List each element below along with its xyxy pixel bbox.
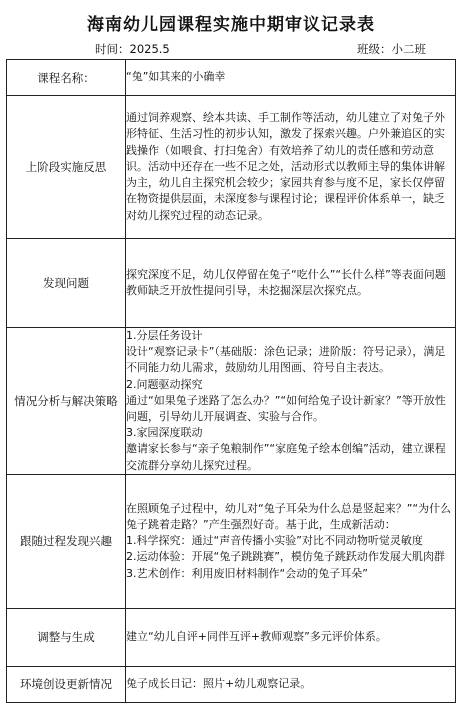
analysis-line: 3.家园深度联动	[126, 426, 203, 440]
course-name-value: “兔”如其来的小确幸	[126, 60, 456, 96]
environment-label: 环境创设更新情况	[7, 666, 126, 702]
reflection-text: 通过饲养观察、绘本共读、手工制作等活动，幼儿建立了对兔子外形特征、生活习性的初步认知，激发了探索兴趣。户外兼追区的实践操作（如喂食、打扫兔舍）有效培养了幼儿的责任感和劳动意识。活动中还存在一些不足之处，活动形式以教师主导的集体讲解为主，幼儿自主探究机会较少；家园共育参与度不足，家长仅停留在物资提供层面，未深度参与课程讨论；课程评价体系单一，缺乏对幼儿探究过程的动态记录。	[126, 111, 445, 222]
document-title: 海南幼儿园课程实施中期审议记录表	[87, 15, 375, 35]
class-field: 班级：小二班	[357, 42, 426, 56]
reflection-label: 上阶段实施反思	[7, 96, 126, 239]
problems-text: 探究深度不足，幼儿仅停留在兔子“吃什么”“长什么样”等表面问题 教师缺乏开放性提问引导，未挖掘深层次探究点。	[126, 239, 456, 328]
row-course-name	[7, 60, 456, 96]
course-name-label: 课程名称：	[7, 60, 126, 96]
environment-text: 兔子成长日记：照片+幼儿观察记录。	[126, 666, 456, 702]
adjust-text: 建立“幼儿自评+同伴互评+教师观察”多元评价体系。	[126, 608, 456, 666]
followup-line: 在照顾兔子过程中，幼儿对“兔子耳朵为什么总是竖起来？”“为什么兔子跳着走路？”产生强烈好奇。基于此，生成新活动：	[126, 501, 452, 532]
row-problems	[7, 239, 456, 328]
row-analysis	[7, 328, 456, 475]
problems-label: 发现问题	[7, 239, 126, 328]
analysis-line: 通过“如果兔子迷路了怎么办？”“如何给兔子设计新家？”等开放性问题，引导幼儿开展调查、实验与合作。	[126, 393, 446, 424]
followup-line: 1.科学探究：通过“声音传播小实验”对比不同动物听觉灵敏度	[126, 534, 423, 548]
followup-line: 3.艺术创作：利用废旧材料制作“会动的兔子耳朵”	[126, 566, 368, 580]
followup-line: 2.运动体验：开展“兔子跳跳赛”，模仿兔子跳跃动作发展大肌肉群	[126, 550, 445, 564]
adjust-label: 调整与生成	[7, 608, 126, 666]
analysis-line: 2.问题驱动探究	[126, 377, 203, 391]
followup-label: 跟随过程发现兴趣	[7, 474, 126, 608]
date-field: 时间：2025.5	[95, 42, 170, 56]
row-followup	[7, 474, 456, 608]
analysis-line: 设计“观察记录卡”（基础版：涂色记录；进阶版：符号记录），满足不同能力幼儿需求，鼓励幼儿用图画、符号自主表达。	[126, 345, 446, 375]
analysis-line: 1.分层任务设计	[126, 329, 203, 342]
row-reflection	[7, 96, 456, 239]
analysis-line: 邀请家长参与“亲子兔粮制作”“家庭兔子绘本创编”活动，建立课程交流群分享幼儿探究过程。	[126, 442, 446, 472]
analysis-label: 情况分析与解决策略	[7, 328, 126, 475]
row-adjust	[7, 608, 456, 666]
row-environment	[7, 666, 456, 702]
record-table	[6, 59, 456, 703]
